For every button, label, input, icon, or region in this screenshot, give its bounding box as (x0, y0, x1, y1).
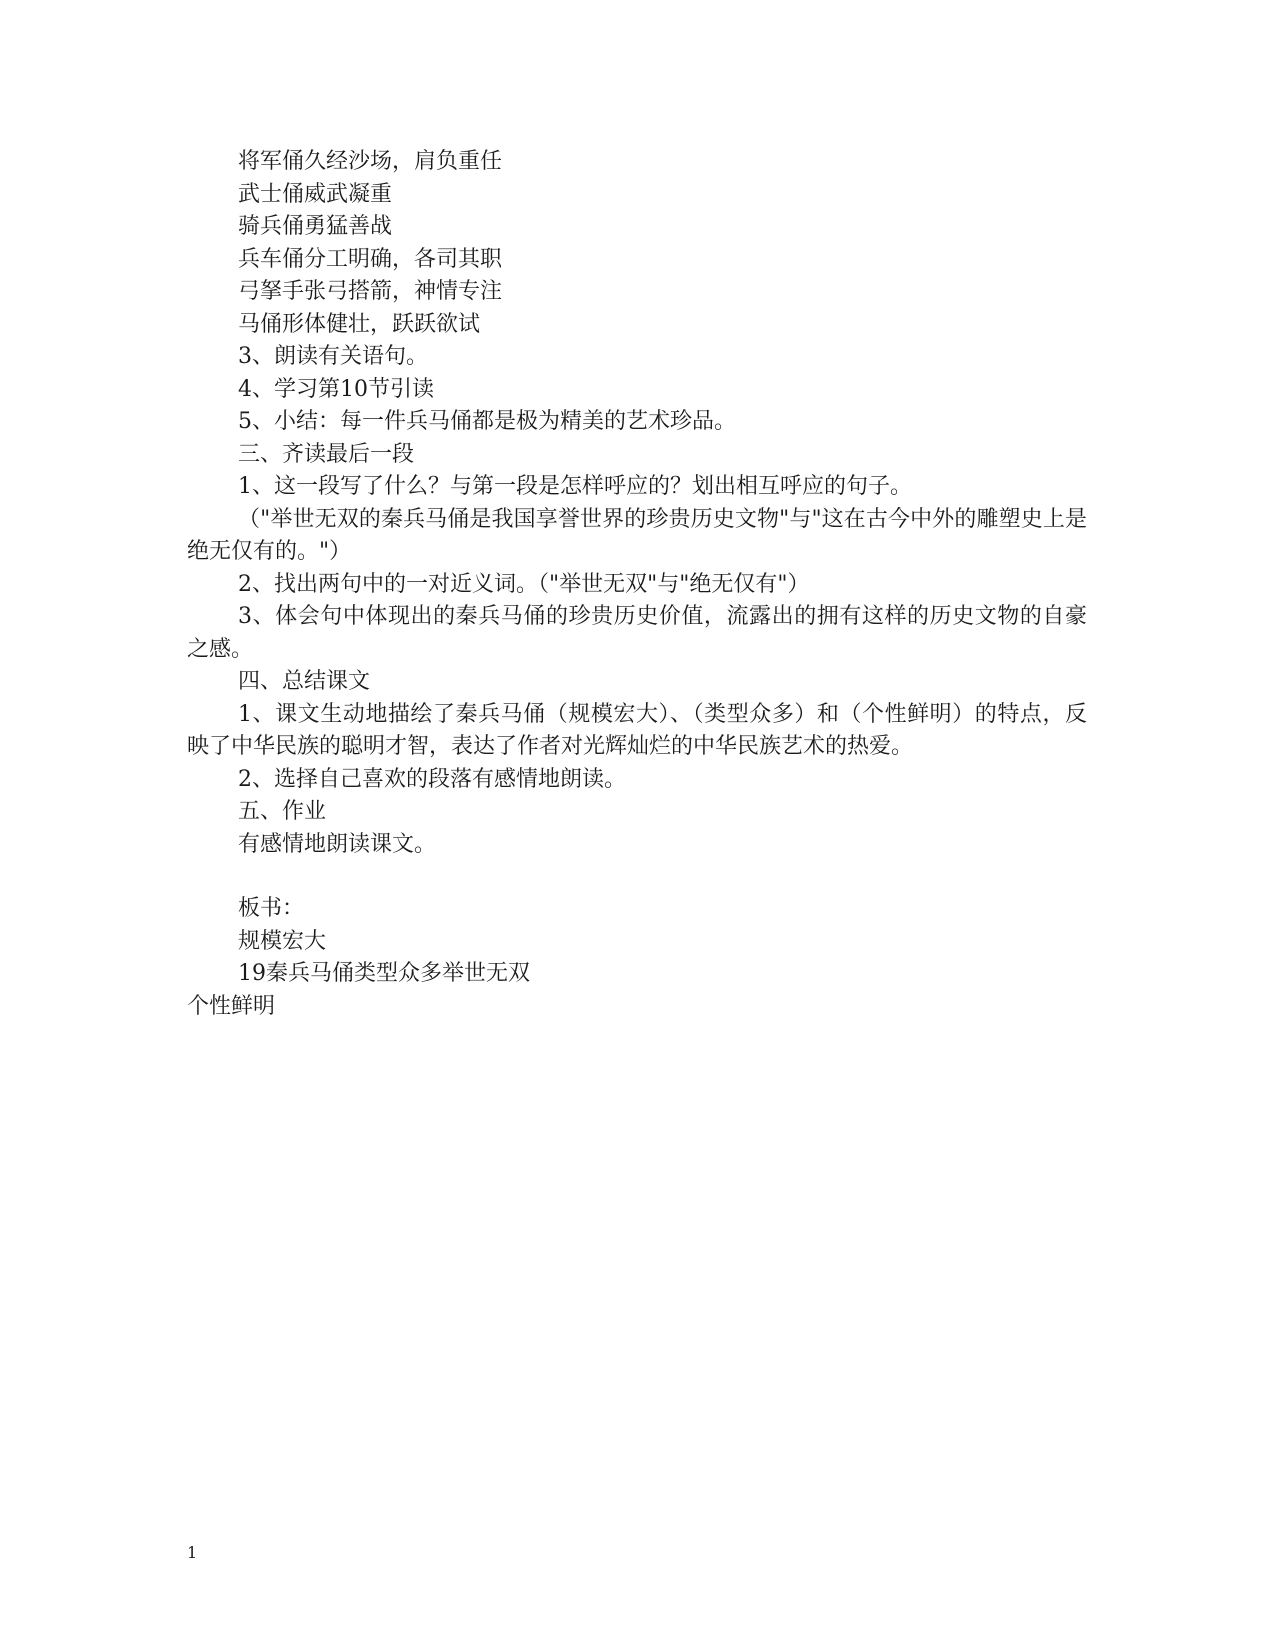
blank-line (187, 861, 1087, 893)
section-heading: 五、作业 (238, 799, 327, 824)
board-line: 19秦兵马俑类型众多举世无双 (238, 961, 530, 986)
text-line: 2、选择自己喜欢的段落有感情地朗读。 (238, 766, 626, 792)
board-label: 板书： (238, 896, 305, 921)
text-line: 2、找出两句中的一对近义词。（"举世无双"与"绝无仅有"） (238, 571, 810, 597)
text-line: 弓拏手张弓搭箭，神情专注 (238, 279, 503, 304)
text-line: 马俑形体健壮，跃跃欲试 (238, 311, 481, 337)
board-line: 规模宏大 (238, 928, 327, 954)
value-paragraph: 3、体会句中体现出的秦兵马俑的珍贵历史价值，流露出的拥有这样的历史文物的自豪之感。 (187, 604, 1087, 662)
section-heading: 四、总结课文 (238, 669, 371, 694)
board-line: 个性鲜明 (187, 993, 276, 1019)
section-heading: 三、齐读最后一段 (238, 441, 415, 467)
summary-paragraph: 1、课文生动地描绘了秦兵马俑（规模宏大）、（类型众多）和（个性鲜明）的特点，反映了中华民族的聪明才智，表达了作者对光辉灿烂的中华民族艺术的热爱。 (187, 701, 1087, 759)
text-line: 1、这一段写了什么？与第一段是怎样呼应的？划出相互呼应的句子。 (238, 474, 912, 499)
text-line: 将军俑久经沙场，肩负重任 (238, 149, 503, 174)
text-line: 武士俑威武凝重 (238, 181, 393, 207)
page-number: 1 (187, 1543, 198, 1562)
text-line: 4、学习第10节引读 (238, 376, 434, 402)
text-line: 兵车俑分工明确，各司其职 (238, 246, 503, 272)
text-line: 5、小结：每一件兵马俑都是极为精美的艺术珍品。 (238, 409, 736, 434)
text-line: 有感情地朗读课文。 (238, 831, 437, 857)
text-line: 骑兵俑勇猛善战 (238, 214, 393, 239)
quote-paragraph: （"举世无双的秦兵马俑是我国享誉世界的珍贵历史文物"与"这在古今中外的雕塑史上是绝无仅有的。"） (187, 506, 1087, 564)
document-body (187, 146, 1087, 1023)
text-line: 3、朗读有关语句。 (238, 344, 428, 369)
